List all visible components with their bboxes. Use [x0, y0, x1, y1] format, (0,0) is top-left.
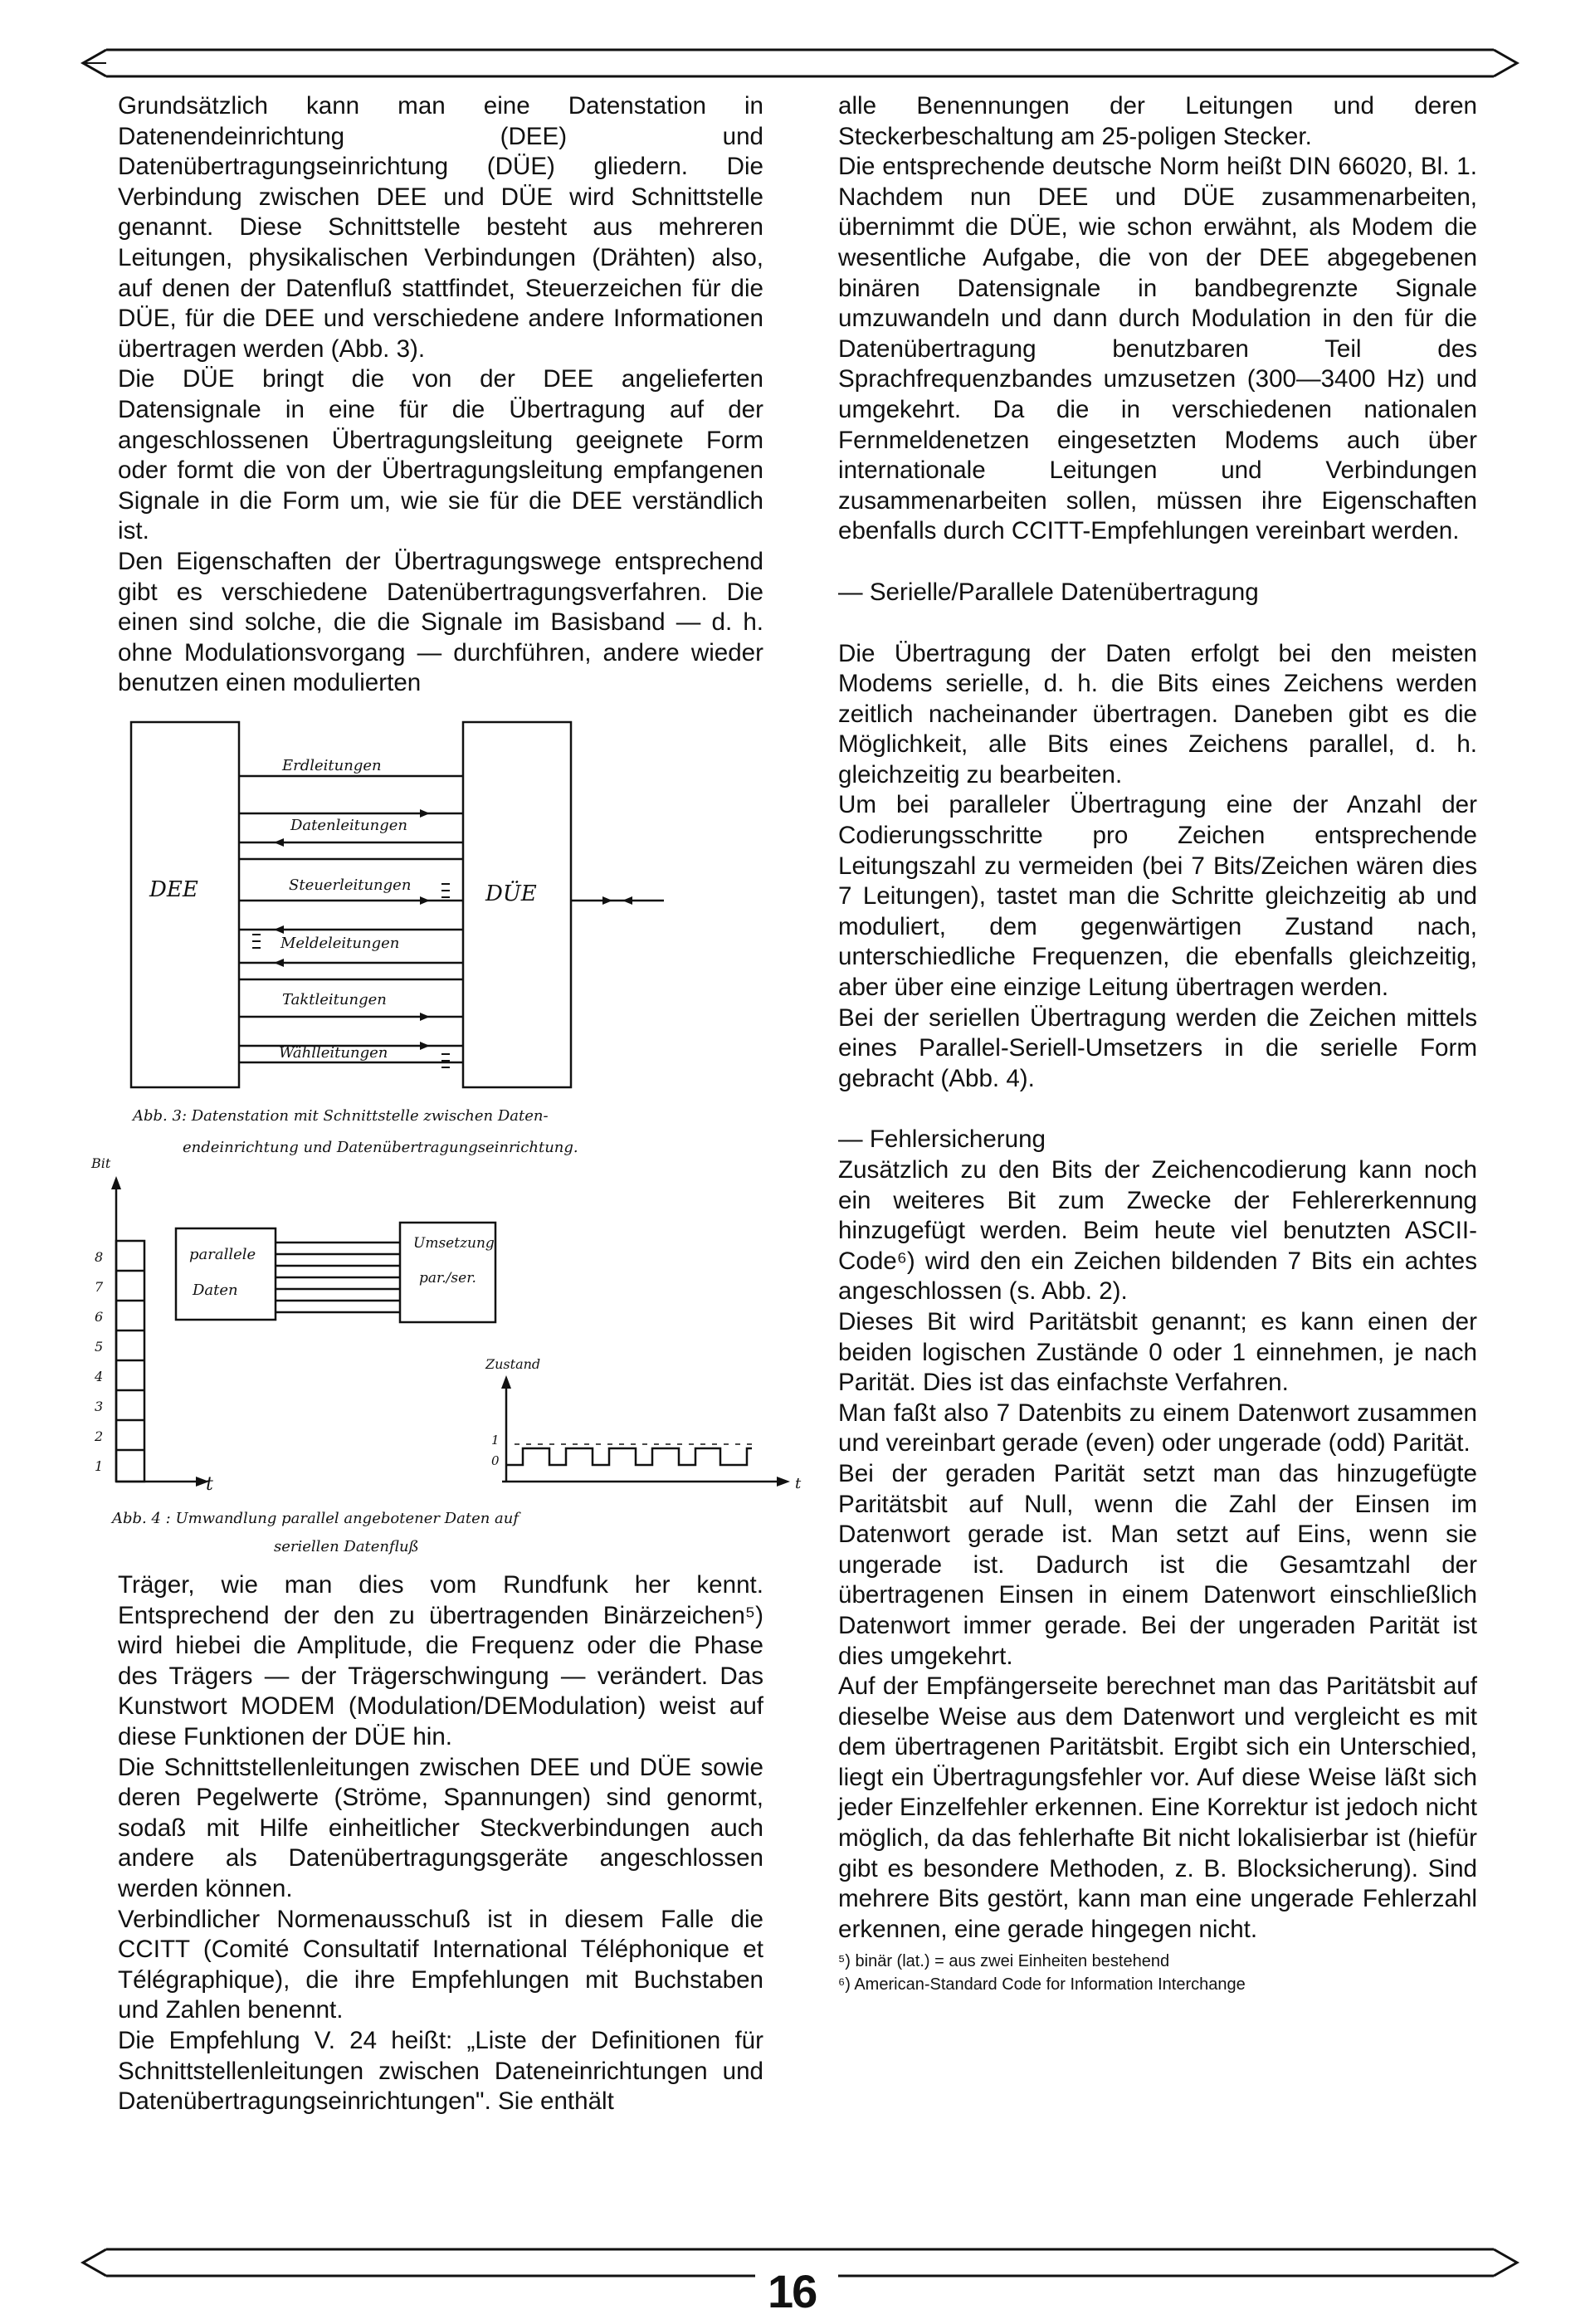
line-label: Steuerleitungen: [289, 876, 412, 894]
left-column-lower: [118, 1570, 763, 2117]
line-label: Erdleitungen: [282, 757, 382, 774]
footnote: ⁵) binär (lat.) = aus zwei Einheiten bestehend: [838, 1952, 1170, 1971]
level-label: 0: [491, 1453, 500, 1468]
footnote: ⁶) American-Standard Code for Information Interchange: [838, 1975, 1246, 1994]
paragraph: Auf der Empfängerseite berechnet man das Paritätsbit auf dieselbe Weise aus dem Datenwort und vergleicht es mit dem übertragenen Paritätsbit. Ergibt sich ein Unterschied, liegt ein Übertragungsfehler vor. Auf diese Weise läßt sich jeder Einzelfehler erkennen. Eine Korrektur ist jedoch nicht möglich, da das fehlerhafte Bit nicht lokalisierbar ist (hiefür gibt es besondere Methoden, z. B. Blocksicherung). Sind mehrere Bits gestört, kann man eine ungerade Fehlerzahl erkennen, eine gerade hingegen nicht.: [838, 1672, 1477, 1943]
paragraph: Verbindlicher Normenausschuß ist in diesem Falle die CCITT (Comité Consultatif International Téléphonique et Télégraphique), die ihre Empfehlungen mit Buchstaben und Zahlen benennt.: [118, 1905, 763, 2024]
figure-4-caption: seriellen Datenfluß: [274, 1538, 419, 1555]
left-column-upper: [118, 91, 763, 699]
paragraph: Man faßt also 7 Datenbits zu einem Datenwort zusammen und vereinbart gerade (even) oder ungerade (odd) Parität.: [838, 1399, 1477, 1457]
paragraph: Träger, wie man dies vom Rundfunk her kennt. Entsprechend der den zu übertragenden Binärzeichen⁵) wird hiebei die Amplitude, die Frequenz oder die Phase des Trägers — der Trägerschwingung — verändert. Das Kunstwort MODEM (Modulation/DEModulation) weist auf diese Funktionen der DÜE hin.: [118, 1571, 763, 1750]
axis-label-bit: Bit: [91, 1158, 111, 1171]
line-label: Taktleitungen: [282, 991, 387, 1008]
right-column: [838, 91, 1477, 1996]
line-label: Wählleitungen: [279, 1044, 388, 1062]
section-heading: — Serielle/Parallele Datenübertragung: [838, 578, 1259, 606]
figure-3-caption: Abb. 3: Datenstation mit Schnittstelle zwischen Daten-: [133, 1107, 549, 1125]
converter-label: Umsetzung: [413, 1235, 495, 1252]
paragraph: Bei der seriellen Übertragung werden die Zeichen mittels eines Parallel-Seriell-Umsetzers in die serielle Form gebracht (Abb. 4).: [838, 1003, 1477, 1092]
paragraph: Die Empfehlung V. 24 heißt: „Liste der Definitionen für Schnittstellenleitungen zwischen Dateneinrichtungen und Datenübertragungseinrichtungen". Sie enthält: [118, 2026, 763, 2116]
axis-label-t: t: [795, 1475, 802, 1492]
figure-3-interface-diagram: [116, 714, 772, 1179]
paragraph: Dieses Bit wird Paritätsbit genannt; es kann einen der beiden logischen Zustände 0 oder 1 einnehmen, je nach Parität. Dies ist das einfachste Verfahren.: [838, 1307, 1477, 1397]
paragraph: Bei der geraden Parität setzt man das hinzugefügte Paritätsbit auf Null, wenn die Zahl der Einsen im Datenwort gerade ist. Man setzt auf Eins, wenn sie ungerade ist. Dadurch ist die Gesamtzahl der übertragenen Einsen in einem Datenwort einschließlich Datenwort immer gerade. Bei der ungeraden Parität ist dies umgekehrt.: [838, 1459, 1477, 1670]
due-label: DÜE: [485, 881, 537, 906]
parallel-data-label: Daten: [193, 1282, 238, 1299]
paragraph: Zusätzlich zu den Bits der Zeichencodierung kann noch ein weiteres Bit zum Zwecke der Fehlererkennung hinzugefügt werden. Beim heute viel benutzten ASCII-Code⁶) wird den ein Zeichen bildenden 7 Bits ein achtes angeschlossen (s. Abb. 2).: [838, 1156, 1477, 1306]
converter-label: par./ser.: [419, 1270, 476, 1286]
bit-number: 4: [95, 1369, 104, 1384]
level-label: 1: [491, 1433, 500, 1448]
bit-number: 6: [95, 1309, 104, 1325]
paragraph: Den Eigenschaften der Übertragungswege entsprechend gibt es verschiedene Datenübertragungsverfahren. Die einen sind solche, die die Signale im Basisband — d. h. ohne Modulationsvorgang — durchführen, andere wieder benutzen einen modulierten: [118, 547, 763, 697]
dee-label: DEE: [149, 877, 198, 902]
bit-number: 2: [95, 1428, 104, 1444]
paragraph: Die entsprechende deutsche Norm heißt DIN 66020, Bl. 1. Nachdem nun DEE und DÜE zusammenarbeiten, übernimmt die DÜE, wie schon erwähnt, als Modem die wesentliche Aufgabe, die von der DEE abgegebenen binären Datensignale in bandbegrenzte Signale umzuwandeln und dann durch Modulation in den für die Datenübertragung benutzbaren Teil des Sprachfrequenzbandes umzusetzen (300—3400 Hz) und umgekehrt. Da die in verschiedenen nationalen Fernmeldenetzen eingesetzten Modems auch über internationale Leitungen und Verbindungen zusammenarbeiten sollen, müssen ihre Eigenschaften ebenfalls durch CCITT-Empfehlungen vereinbart werden.: [838, 153, 1477, 545]
line-label: Datenleitungen: [290, 817, 407, 834]
bit-number: 8: [95, 1249, 104, 1265]
axis-label-t: t: [206, 1474, 213, 1495]
bit-number: 5: [95, 1339, 104, 1355]
figure-4-parallel-serial-diagram: [83, 1158, 813, 1565]
parallel-data-label: parallele: [189, 1246, 256, 1263]
bit-number: 3: [95, 1399, 104, 1414]
bit-number: 7: [95, 1279, 104, 1295]
line-label: Meldeleitungen: [280, 935, 400, 952]
page-number: 16: [768, 2265, 817, 2317]
paragraph: Grundsätzlich kann man eine Datenstation in Datenendeinrichtung (DEE) und Datenübertragungseinrichtung (DÜE) gliedern. Die Verbindung zwischen DEE und DÜE wird Schnittstelle genannt. Diese Schnittstelle besteht aus mehreren Leitungen, physikalischen Verbindungen (Drähten) also, auf denen der Datenfluß stattfindet, Steuerzeichen für die DÜE, für die DEE und verschiedene andere Informationen übertragen werden (Abb. 3).: [118, 92, 763, 363]
paragraph: Um bei paralleler Übertragung eine der Anzahl der Codierungsschritte pro Zeichen entsprechende Leitungszahl zu vermeiden (bei 7 Bits/Zeichen wären dies 7 Leitungen), tastet man die Schritte gleichzeitig ab und moduliert, dem gegenwärtigen Zustand nach, unterschiedliche Frequenzen, die ebenfalls gleichzeitig, aber über eine einzige Leitung übertragen werden.: [838, 791, 1477, 1002]
axis-label-zustand: Zustand: [485, 1356, 541, 1372]
paragraph: Die Schnittstellenleitungen zwischen DEE und DÜE sowie deren Pegelwerte (Ströme, Spannungen) sind genormt, sodaß mit Hilfe einheitlicher Steckverbindungen auch andere als Datenübertragungsgeräte angeschlossen werden können.: [118, 1753, 763, 1902]
bit-number: 1: [95, 1458, 104, 1474]
paragraph: alle Benennungen der Leitungen und deren Steckerbeschaltung am 25-poligen Stecker.: [838, 92, 1477, 150]
paragraph: Die Übertragung der Daten erfolgt bei den meisten Modems serielle, d. h. die Bits eines Zeichens werden zeitlich nacheinander übertragen. Daneben gibt es die Möglichkeit, alle Bits eines Zeichens parallel, d. h. gleichzeitig zu bearbeiten.: [838, 639, 1477, 788]
figure-4-caption: Abb. 4 : Umwandlung parallel angebotener Daten auf: [112, 1510, 519, 1527]
paragraph: Die DÜE bringt die von der DEE angelieferten Datensignale in eine für die Übertragung auf der angeschlossenen Übertragungsleitung geeignete Form oder formt die von der Übertragungsleitung empfangenen Signale in die Form um, wie sie für die DEE verständlich ist.: [118, 365, 763, 545]
dee-box: [131, 722, 239, 1087]
parallel-data-box: [176, 1228, 276, 1320]
section-heading: — Fehlersicherung: [838, 1125, 1046, 1154]
figure-3-caption: endeinrichtung und Datenübertragungseinrichtung.: [183, 1139, 578, 1156]
